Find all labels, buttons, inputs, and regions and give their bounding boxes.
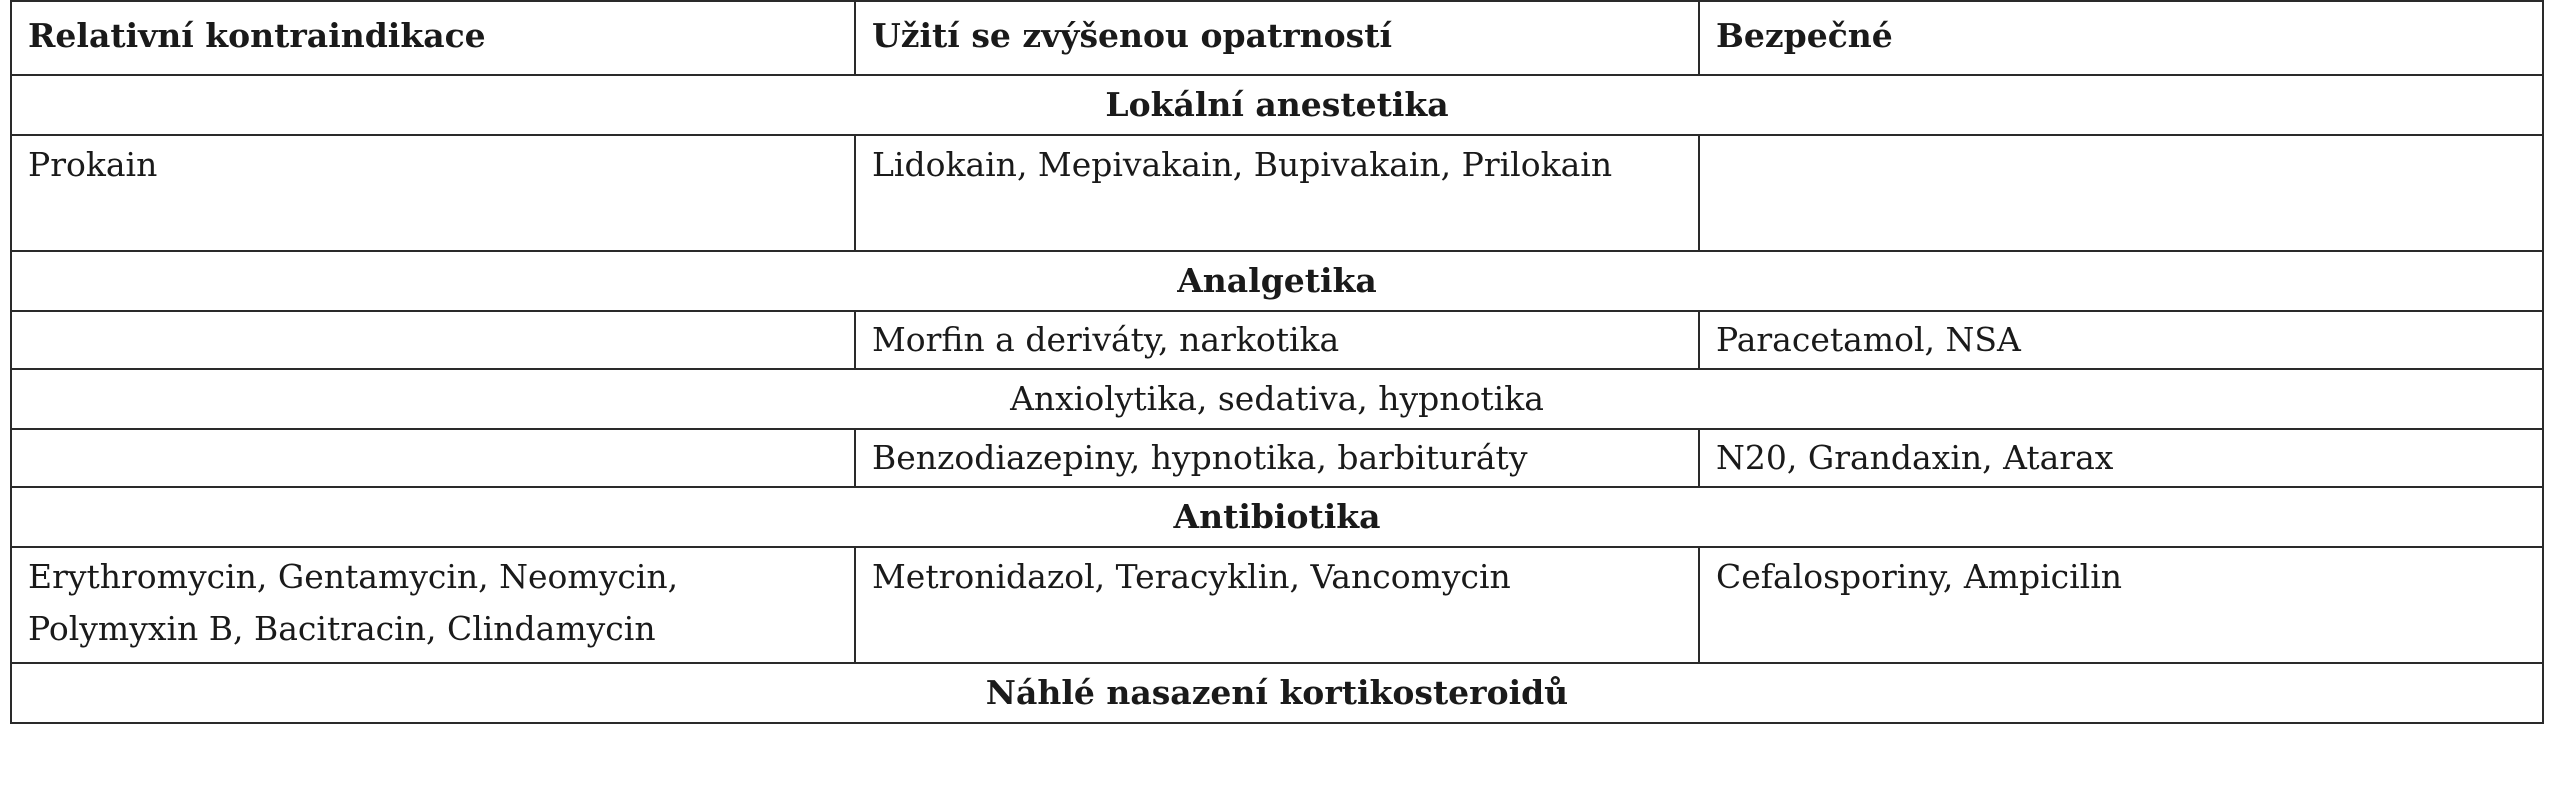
section-row-anxiolytics (11, 369, 2543, 429)
header-use-with-caution: Užití se zvýšenou opatrností (855, 1, 1699, 75)
cell-relative-contraindication (11, 311, 855, 369)
table-header-row (11, 1, 2543, 75)
section-row-corticosteroids (11, 663, 2543, 723)
cell-relative-contraindication: Prokain (11, 135, 855, 251)
cell-safe: Cefalosporiny, Ampicilin (1699, 547, 2543, 663)
section-title: Anxiolytika, sedativa, hypnotika (11, 369, 2543, 429)
cell-relative-contraindication (11, 429, 855, 487)
section-row-analgesics (11, 251, 2543, 311)
section-title: Náhlé nasazení kortikosteroidů (11, 663, 2543, 723)
table-row (11, 547, 2543, 663)
cell-use-with-caution: Benzodiazepiny, hypnotika, barbituráty (855, 429, 1699, 487)
cell-relative-contraindication: Erythromycin, Gentamycin, Neomycin, Polymyxin B, Bacitracin, Clindamycin (11, 547, 855, 663)
table-row (11, 311, 2543, 369)
section-title: Antibiotika (11, 487, 2543, 547)
section-title: Lokální anestetika (11, 75, 2543, 135)
section-row-local-anesthetics (11, 75, 2543, 135)
header-relative-contraindication: Relativní kontraindikace (11, 1, 855, 75)
table-container (10, 0, 2542, 724)
cell-use-with-caution: Lidokain, Mepivakain, Bupivakain, Prilokain (855, 135, 1699, 251)
table-row (11, 429, 2543, 487)
section-title: Analgetika (11, 251, 2543, 311)
section-row-antibiotics (11, 487, 2543, 547)
cell-use-with-caution: Morfin a deriváty, narkotika (855, 311, 1699, 369)
header-safe: Bezpečné (1699, 1, 2543, 75)
cell-safe: Paracetamol, NSA (1699, 311, 2543, 369)
table-row (11, 135, 2543, 251)
cell-use-with-caution: Metronidazol, Teracyklin, Vancomycin (855, 547, 1699, 663)
drug-contraindication-table (10, 0, 2544, 724)
cell-safe (1699, 135, 2543, 251)
cell-safe: N20, Grandaxin, Atarax (1699, 429, 2543, 487)
